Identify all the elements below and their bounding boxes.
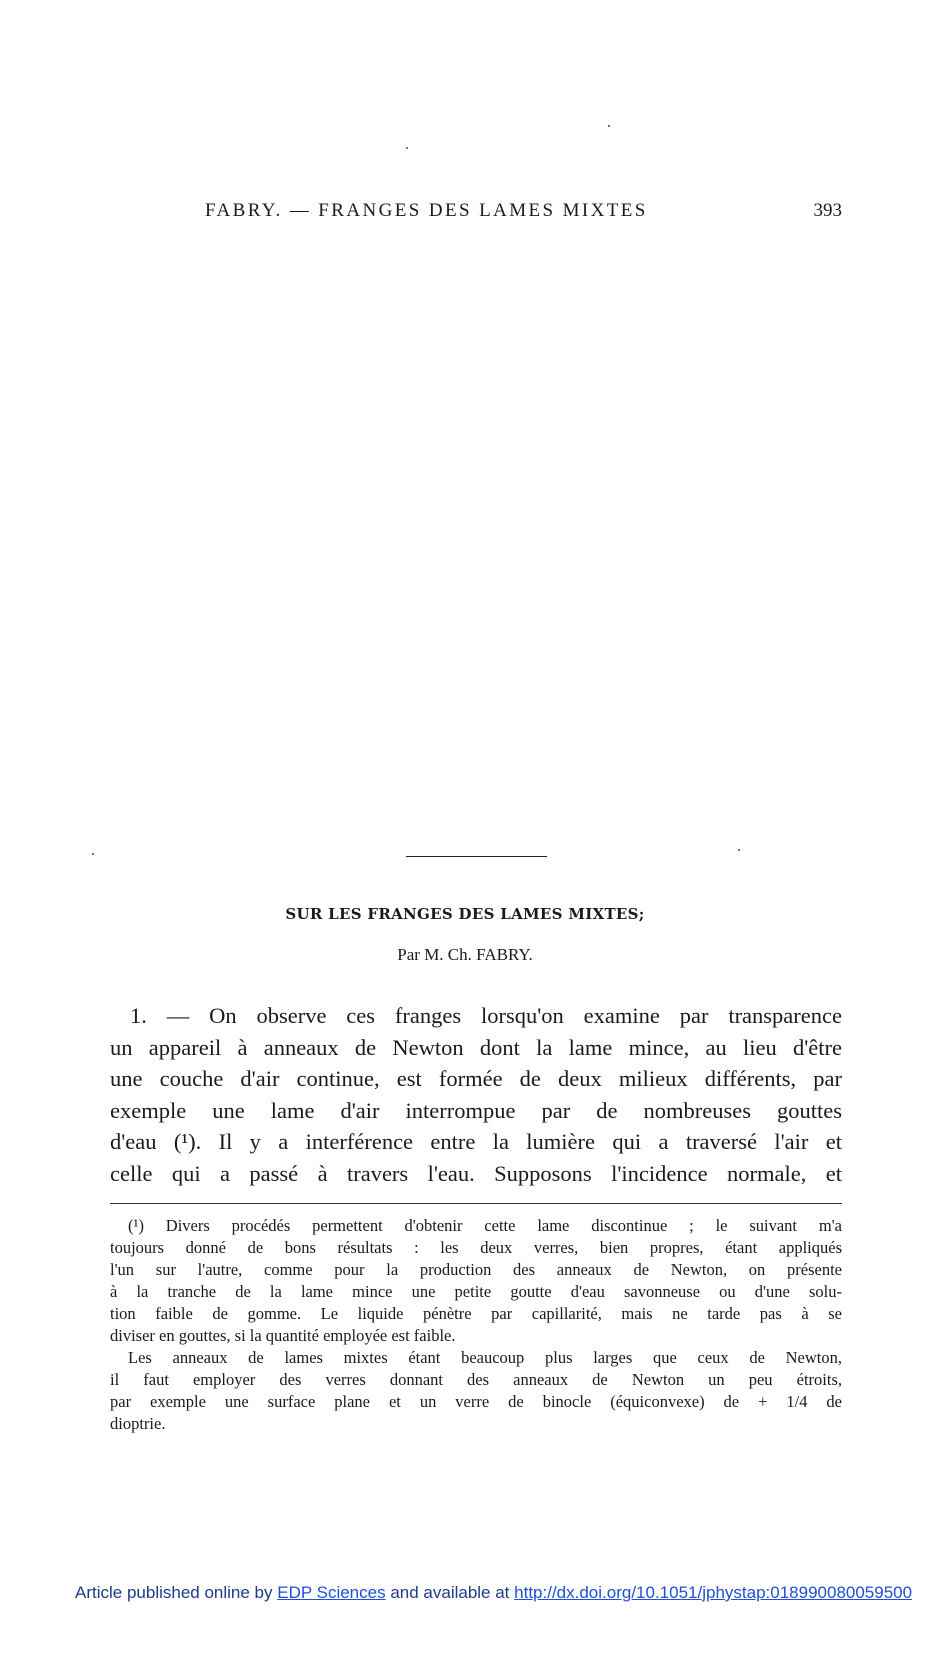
footnote-line: il faut employer des verres donnant des anneaux de Newton un peu étroits, [110, 1370, 842, 1389]
footnote-line: par exemple une surface plane et un verre de binocle (équiconvexe) de + 1/4 de [110, 1392, 842, 1411]
body-line: 1. — On observe ces franges lorsqu'on examine par transparence [130, 1003, 842, 1028]
section-separator-rule [406, 856, 547, 857]
body-line: une couche d'air continue, est formée de deux milieux différents, par [110, 1066, 842, 1091]
footnote-line: l'un sur l'autre, comme pour la production des anneaux de Newton, on présente [110, 1260, 842, 1279]
body-line: exemple une lame d'air interrompue par de nombreuses gouttes [110, 1097, 842, 1123]
running-header-title: FABRY. — FRANGES DES LAMES MIXTES [205, 200, 648, 221]
publisher-notice-middle: and available at [385, 1583, 515, 1602]
scan-speck [608, 125, 610, 127]
footnote [110, 1215, 842, 1435]
body-line: d'eau (¹). Il y a interférence entre la lumière qui a traversé l'air et [110, 1129, 842, 1154]
body-line: celle qui a passé à travers l'eau. Supposons l'incidence normale, et [110, 1160, 842, 1186]
publisher-notice-prefix: Article published online by [75, 1583, 278, 1602]
body-paragraph [110, 1000, 842, 1189]
scan-speck [92, 853, 94, 855]
body-line: un appareil à anneaux de Newton dont la lame mince, au lieu d'être [110, 1034, 842, 1060]
footnote-line: diviser en gouttes, si la quantité employée est faible. [110, 1326, 456, 1345]
running-header [205, 200, 842, 224]
footnote-line: (¹) Divers procédés permettent d'obtenir cette lame discontinue ; le suivant m'a [128, 1216, 842, 1235]
article-title: SUR LES FRANGES DES LAMES MIXTES; [285, 905, 645, 923]
publisher-link[interactable]: EDP Sciences [277, 1583, 386, 1602]
publisher-notice [75, 1583, 930, 1603]
page-number: 393 [813, 200, 842, 221]
footnote-line: Les anneaux de lames mixtes étant beaucoup plus larges que ceux de Newton, [128, 1348, 842, 1367]
footnote-line: dioptrie. [110, 1414, 166, 1433]
scan-speck [738, 849, 740, 851]
footnote-line: tion faible de gomme. Le liquide pénètre par capillarité, mais ne tarde pas à se [110, 1304, 842, 1323]
footnote-line: à la tranche de la lame mince une petite goutte d'eau savonneuse ou d'une solu- [110, 1282, 842, 1301]
doi-link[interactable]: http://dx.doi.org/10.1051/jphystap:018990080059500 [514, 1583, 913, 1602]
scan-speck [406, 147, 408, 149]
article-byline: Par M. Ch. FABRY. [397, 945, 533, 964]
footnote-rule [110, 1203, 842, 1204]
footnote-line: toujours donné de bons résultats : les deux verres, bien propres, étant appliqués [110, 1238, 842, 1257]
